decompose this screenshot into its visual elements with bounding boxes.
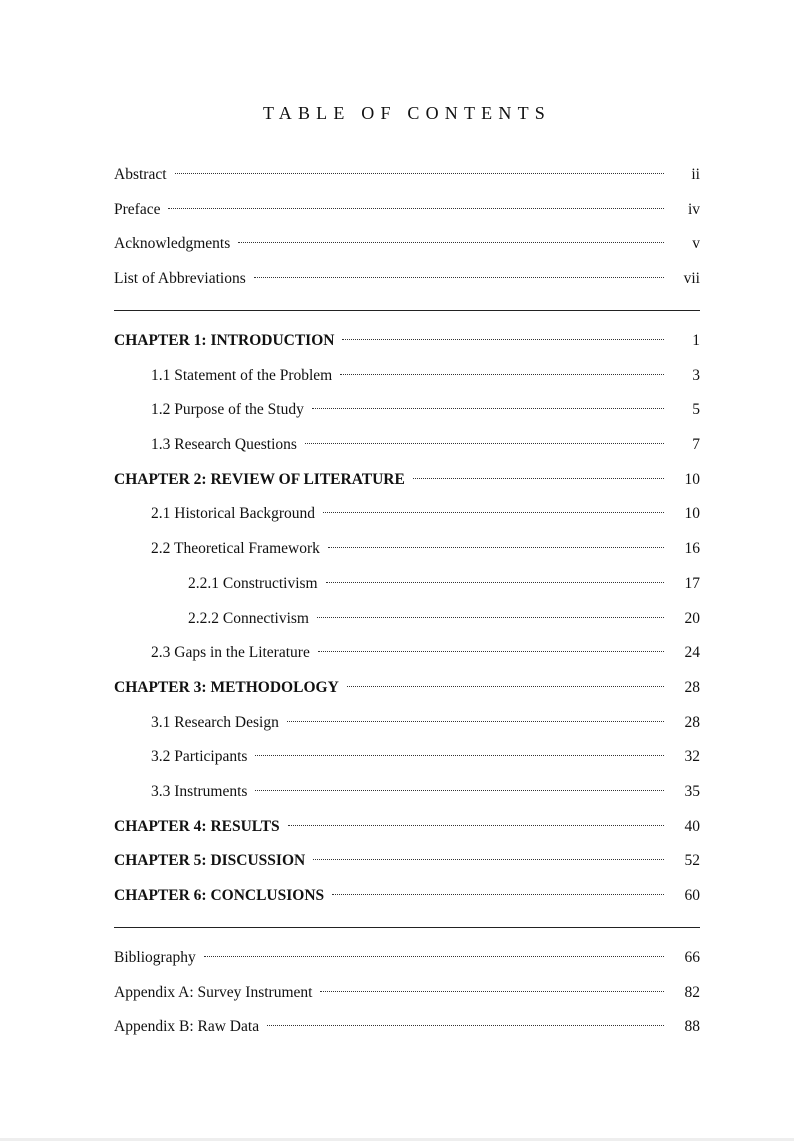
- toc-entry-page: 82: [684, 983, 700, 1001]
- toc-entry[interactable]: [114, 941, 700, 976]
- toc-dot-leader: [328, 547, 664, 548]
- toc-chapter-entry[interactable]: [114, 671, 700, 706]
- toc-chapter-entry[interactable]: [114, 810, 700, 845]
- toc-entry-page: 20: [684, 609, 700, 627]
- toc-entry[interactable]: [114, 227, 700, 262]
- toc-dot-leader: [320, 991, 664, 992]
- toc-dot-leader: [323, 512, 664, 513]
- toc-entry-page: 35: [684, 782, 700, 800]
- toc-dot-leader: [347, 686, 664, 687]
- toc-entry-label: 3.2 Participants: [151, 748, 248, 766]
- toc-entry-label: 1.2 Purpose of the Study: [151, 401, 304, 419]
- toc-dot-leader: [305, 443, 664, 444]
- toc-entry-label: CHAPTER 6: CONCLUSIONS: [114, 887, 325, 904]
- toc-entry-page: 28: [684, 678, 700, 696]
- toc-entry-label: Acknowledgments: [114, 235, 231, 253]
- toc-entry-label: Appendix B: Raw Data: [114, 1018, 260, 1036]
- toc-dot-leader: [318, 651, 664, 652]
- toc-entry-label: 2.2.2 Connectivism: [188, 609, 309, 627]
- toc-front-matter: [114, 158, 700, 297]
- toc-back-matter: [114, 941, 700, 1045]
- toc-section-entry[interactable]: [114, 532, 700, 567]
- toc-entry-label: Bibliography: [114, 949, 196, 966]
- toc-entry-page: 10: [684, 505, 700, 523]
- toc-section-entry[interactable]: [114, 359, 700, 394]
- toc-entry-label: Appendix A: Survey Instrument: [114, 983, 313, 1001]
- toc-entry[interactable]: [114, 976, 700, 1011]
- toc-dot-leader: [254, 277, 664, 278]
- toc-entry-page: 5: [692, 401, 700, 419]
- toc-entry-label: List of Abbreviations: [114, 270, 246, 288]
- toc-chapter-entry[interactable]: [114, 324, 700, 359]
- toc-entry-label: 1.3 Research Questions: [151, 436, 297, 454]
- toc-dot-leader: [255, 755, 664, 756]
- toc-dot-leader: [317, 617, 664, 618]
- toc-subsection-entry[interactable]: [114, 602, 700, 637]
- toc-entry-page: 32: [684, 748, 700, 766]
- toc-section-entry[interactable]: [114, 706, 700, 741]
- toc-entry-page: 1: [692, 332, 700, 349]
- toc-page: [114, 0, 700, 1141]
- toc-entry-label: 2.2.1 Constructivism: [188, 574, 318, 592]
- toc-entry-label: 2.1 Historical Background: [151, 505, 316, 523]
- section-divider: [114, 310, 700, 311]
- toc-entry-label: Abstract: [114, 166, 167, 183]
- toc-dot-leader: [312, 408, 664, 409]
- toc-section-entry[interactable]: [114, 497, 700, 532]
- toc-entry[interactable]: [114, 158, 700, 193]
- toc-entry-page: 10: [684, 470, 700, 488]
- toc-section-entry[interactable]: [114, 428, 700, 463]
- toc-dot-leader: [267, 1025, 664, 1026]
- toc-section-entry[interactable]: [114, 740, 700, 775]
- toc-dot-leader: [340, 374, 664, 375]
- toc-dot-leader: [332, 894, 664, 895]
- toc-dot-leader: [342, 339, 664, 340]
- toc-entry[interactable]: [114, 193, 700, 228]
- toc-subsection-entry[interactable]: [114, 567, 700, 602]
- toc-entry-page: 7: [692, 436, 700, 454]
- toc-entry-page: 3: [692, 366, 700, 384]
- toc-dot-leader: [238, 242, 664, 243]
- toc-dot-leader: [413, 478, 664, 479]
- toc-entry[interactable]: [114, 1010, 700, 1045]
- toc-dot-leader: [288, 825, 664, 826]
- toc-dot-leader: [313, 859, 664, 860]
- toc-entry-label: Preface: [114, 200, 161, 218]
- toc-entry-label: CHAPTER 2: REVIEW OF LITERATURE: [114, 470, 405, 488]
- toc-entry-label: 2.3 Gaps in the Literature: [151, 644, 310, 662]
- toc-dot-leader: [168, 208, 664, 209]
- toc-chapter-entry[interactable]: [114, 844, 700, 879]
- toc-entry-label: CHAPTER 1: INTRODUCTION: [114, 332, 335, 349]
- toc-entry-label: 1.1 Statement of the Problem: [151, 366, 333, 384]
- toc-dot-leader: [204, 956, 664, 957]
- toc-entry-page: 16: [684, 540, 700, 558]
- section-divider: [114, 927, 700, 928]
- toc-entry-page: v: [692, 235, 700, 253]
- toc-chapter-entry[interactable]: [114, 879, 700, 914]
- toc-entry[interactable]: [114, 262, 700, 297]
- toc-entry-label: CHAPTER 3: METHODOLOGY: [114, 678, 339, 696]
- toc-entry-page: 52: [684, 852, 700, 870]
- toc-entry-page: 66: [684, 949, 700, 966]
- toc-chapter-entry[interactable]: [114, 463, 700, 498]
- toc-entry-page: 24: [684, 644, 700, 662]
- toc-section-entry[interactable]: [114, 393, 700, 428]
- toc-dot-leader: [175, 173, 664, 174]
- toc-entry-page: 60: [684, 887, 700, 904]
- toc-entry-page: vii: [683, 270, 700, 288]
- toc-entry-page: 17: [684, 574, 700, 592]
- toc-entry-page: iv: [687, 200, 700, 218]
- toc-entry-label: CHAPTER 4: RESULTS: [114, 817, 280, 835]
- toc-entry-label: CHAPTER 5: DISCUSSION: [114, 852, 306, 870]
- toc-entry-label: 2.2 Theoretical Framework: [151, 540, 320, 558]
- toc-entry-page: 88: [684, 1018, 700, 1036]
- toc-entry-page: 28: [684, 713, 700, 731]
- toc-entry-label: 3.3 Instruments: [151, 782, 248, 800]
- toc-section-entry[interactable]: [114, 775, 700, 810]
- toc-chapters: [114, 324, 700, 914]
- toc-title: TABLE OF CONTENTS: [263, 103, 551, 123]
- toc-dot-leader: [287, 721, 664, 722]
- toc-dot-leader: [255, 790, 664, 791]
- toc-section-entry[interactable]: [114, 636, 700, 671]
- toc-entry-page: ii: [691, 166, 700, 183]
- toc-dot-leader: [326, 582, 664, 583]
- toc-entry-label: 3.1 Research Design: [151, 713, 279, 731]
- toc-entry-page: 40: [684, 817, 700, 835]
